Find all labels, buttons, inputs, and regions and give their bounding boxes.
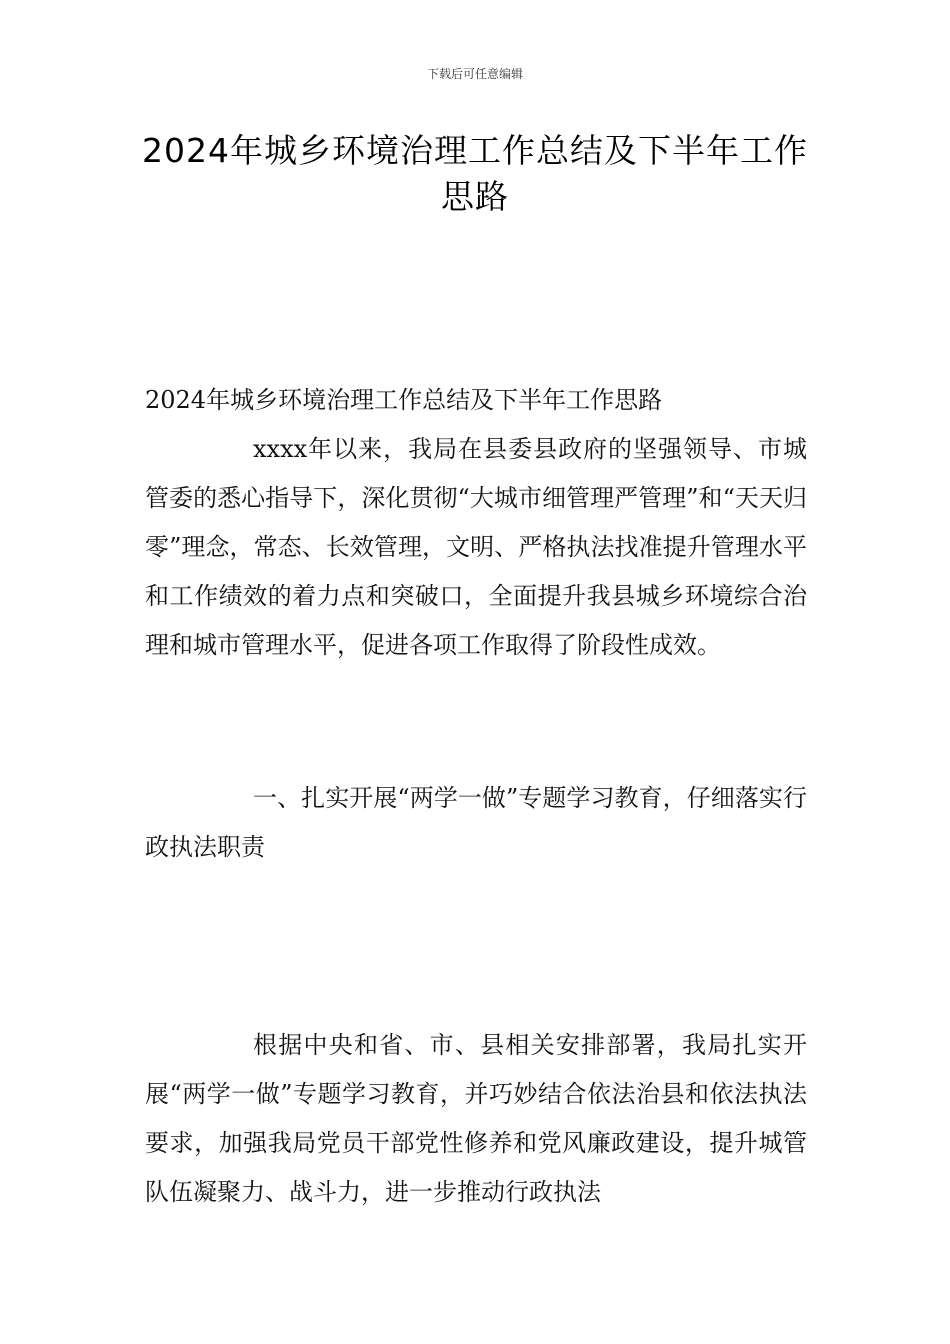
header-note: 下载后可任意编辑 <box>426 67 523 81</box>
document-title: 2024年城乡环境治理工作总结及下半年工作思路 <box>142 131 808 216</box>
intro-paragraph: xxxx年以来，我局在县委县政府的坚强领导、市城管委的悉心指导下，深化贯彻“大城市细管理严管理”和“天天归零”理念，常态、长效管理，文明、严格执法找准提升管理水平和工作绩效的着力点和突破口，全面提升我县城乡环境综合治理和城市管理水平，促进各项工作取得了阶段性成效。 <box>145 435 807 659</box>
document-subtitle: 2024年城乡环境治理工作总结及下半年工作思路 <box>145 386 663 414</box>
section-heading: 一、扎实开展“两学一做”专题学习教育，仔细落实行政执法职责 <box>145 784 807 861</box>
section-paragraph: 根据中央和省、市、县相关安排部署，我局扎实开展“两学一做”专题学习教育，并巧妙结合依法治县和依法执法要求，加强我局党员干部党性修养和党风廉政建设，提升城管队伍凝聚力、战斗力，进一步推动行政执法 <box>145 1031 807 1206</box>
